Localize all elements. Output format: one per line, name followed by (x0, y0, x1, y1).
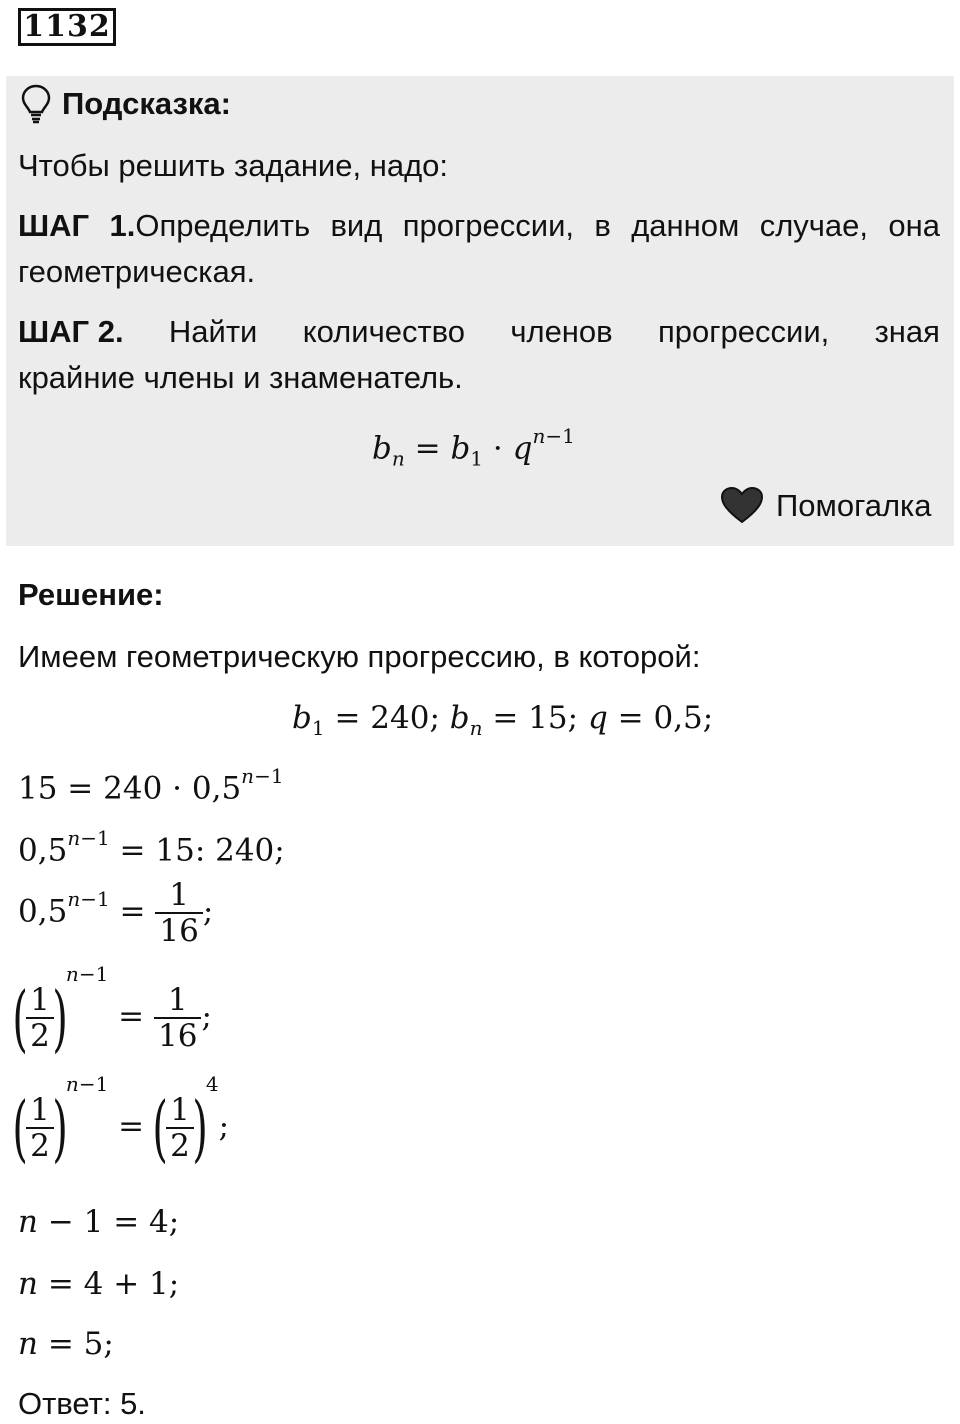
equation-7: n = 4 + 1; (18, 1266, 180, 1302)
given-values: $b_1 = 240$; $b_n = 15$; q = 0,5; (292, 700, 714, 741)
heart-icon (720, 486, 764, 524)
step1-line2: геометрическая. (18, 254, 256, 289)
lightbulb-icon (20, 84, 52, 124)
step1-label: ШАГ 1. (18, 208, 136, 243)
equation-3: $0,5^{n-1}$ = $\frac{1}{16}$ ; (18, 877, 214, 949)
step1-line1 (18, 206, 940, 246)
step2-line2: крайние члены и знаменатель. (18, 360, 463, 395)
equation-2: $0,5^{n-1} = 15$: 240; (18, 826, 285, 869)
brand-label: Помогалка (776, 488, 932, 523)
equation-6: n − 1 = 4; (18, 1204, 180, 1240)
solution-title: Решение: (18, 577, 164, 612)
hint-title: Подсказка: (62, 86, 231, 121)
equation-8: n = 5; (18, 1326, 114, 1362)
solution-intro: Имеем геометрическую прогрессию, в которой: (18, 639, 701, 674)
equation-5: ( $\frac{1}{2}$ )$^{n-1}$ = ( $\frac{1}{2}$ )$^4$; (12, 1072, 230, 1170)
hint-intro: Чтобы решить задание, надо: (18, 148, 449, 183)
task-number: 1132 (18, 8, 116, 46)
equation-4: ( $\frac{1}{2}$ )$^{n-1}$ = $\frac{1}{16}$ ; (12, 962, 212, 1060)
equation-1: $15 = 240 \cdot 0,5^{n-1}$ (18, 764, 284, 807)
answer: Ответ: 5. (18, 1386, 146, 1421)
step2-line1: ШАГ 2. Найти количество членов прогрессии, зная (18, 312, 940, 352)
formula-general-term: $b_n = b_1 \cdot q^{n-1}$ (372, 424, 575, 471)
step1-text: Определить вид прогрессии, в данном случае, она (135, 208, 940, 243)
step2-label: ШАГ 2. (18, 314, 124, 349)
